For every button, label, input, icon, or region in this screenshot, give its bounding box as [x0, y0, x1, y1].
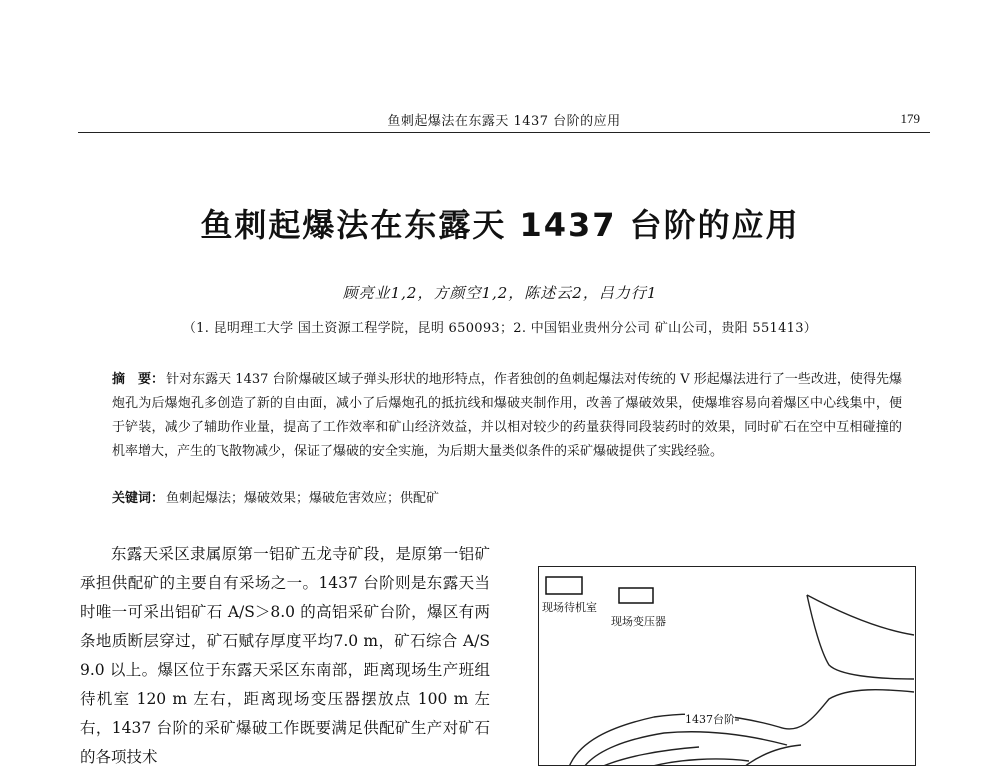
- affiliation: （1. 昆明理工大学 国土资源工程学院，昆明 650093；2. 中国铝业贵州分公司 矿山公司，贵阳 551413）: [182, 321, 818, 336]
- page-number: 179: [900, 111, 920, 126]
- keywords-text: 鱼刺起爆法；爆破效果；爆破危害效应；供配矿: [166, 491, 440, 506]
- abstract-text: 针对东露天 1437 台阶爆破区域子弹头形状的地形特点，作者独创的鱼刺起爆法对传统的 V 形起爆法进行了一些改进，使得先爆炮孔为后爆炮孔多创造了新的自由面，减小了后爆炮孔的抵抗线和爆破夹制作用，改善了爆破效果，使爆堆容易向着爆区中心线集中，便于铲装，减少了辅助作业量，提高了工作效率和矿山经济效益，并以相对较少的药量获得同段装药时的效果，同时矿石在空中互相碰撞的机率增大，产生的飞散物减少，保证了爆破的安全实施，为后期大量类似条件的采矿爆破提供了实践经验。: [112, 372, 902, 459]
- abstract-label: 摘 要：: [112, 372, 165, 387]
- abstract: [112, 368, 902, 464]
- body-paragraph: 东露天采区隶属原第一铝矿五龙寺矿段，是原第一铝矿承担供配矿的主要自有采场之一。1437 台阶则是东露天当时唯一可采出铝矿石 A/S＞8.0 的高铝采矿台阶，爆区有两条地质断层穿过，矿石赋存厚度平均7.0 m，矿石综合 A/S 9.0 以上。爆区位于东露天采区东南部，距离现场生产班组待机室 120 m 左右，距离现场变压器摆放点 100 m 左右，1437 台阶的采矿爆破工作既要满足供配矿生产对矿石的各项技术: [80, 545, 490, 766]
- figure-label-transformer: 现场变压器: [611, 615, 666, 628]
- figure-label-bench: 1437台阶: [685, 713, 735, 726]
- transformer-box: [619, 588, 653, 603]
- figure-label-waiting-room: 现场待机室: [542, 601, 597, 614]
- site-map-drawing: [539, 567, 916, 766]
- author-list: 顾亮业1,2，方颜空1,2，陈述云2，吕力行1: [342, 284, 658, 302]
- running-title: 鱼刺起爆法在东露天 1437 台阶的应用: [387, 114, 621, 129]
- paper-title: 鱼刺起爆法在东露天 1437 台阶的应用: [200, 206, 800, 244]
- running-header: [78, 110, 930, 133]
- waiting-room-box: [546, 577, 582, 594]
- keywords-label: 关键词：: [112, 491, 165, 506]
- keywords: [112, 488, 902, 510]
- site-map-figure: [538, 566, 916, 766]
